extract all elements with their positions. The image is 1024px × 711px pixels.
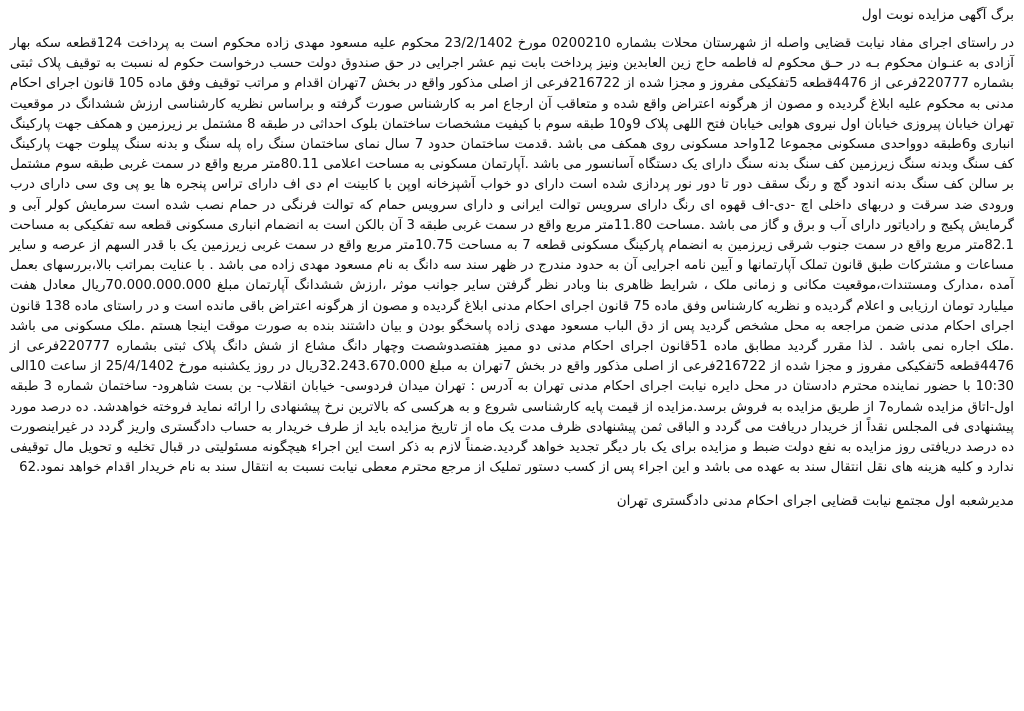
notice-title: برگ آگهی مزایده نوبت اول bbox=[861, 7, 1014, 23]
notice-signature: مدیرشعبه اول مجتمع نیابت قضایی اجرای احکام مدنی دادگستری تهران bbox=[616, 493, 1014, 510]
notice-body: در راستای اجرای مفاد نیابت قضایی واصله از شهرستان محلات بشماره 0200210 مورخ 23/2/1402 محکوم علیه مسعود مهدی زاده محکوم است به پرداخت 124قطعه سکه بهار آزادی به عنـوان محکوم بـه در حـق محکوم له فاطمه حاج زین العابدین ونیز پرداخت بابت نیم عشر اجرایی در حق صندوق دولت حسب درخواست حکوم له نسبت به توقیف پلاک ثبتی بشماره 220777فرعی از 4476قطعه 5تفکیکی مفروز و مجزا شده از 216722فرعی از اصلی مذکور واقع در بخش 7تهران اقدام و مراتب توقیف وفق ماده 105 قانون اجرای احکام مدنی به محکوم علیه ابلاغ گردیده و مصون از هرگونه اعتراض واقع شده و متعاقب آن ارجاع امر به کارشناس صورت گرفته و براساس نظریه کارشناسی ارزش ششدانگ در موقعیت تهران خیابان پیروزی خیابان اول نیروی هوایی خیابان فتح اللهی پلاک 9و10 طبقه سوم با کیفیت مشخصات ساختمان بلوک احداثی در طبقه 8 مشتمل بر زیرزمین و همکف جهت پارکینگ انباری و6طبقه دوواحدی مسکونی مجموعا 12واحد مسکونی روی همکف می باشد .قدمت ساختمان حدود 7 سال نمای ساختمان سنگ راه پله سنگ و بدنه سنگ پیلوت جهت پارکینگ کف سنگ وبدنه سنگ زیرزمین کف سنگ بدنه سنگ دارای یک دستگاه آسانسور می باشد .آپارتمان مسکونی به مساحت اعلامی 80.11متر مربع واقع در سمت غربی طبقه سوم مشتمل بر سالن کف سنگ بدنه اندود گچ و رنگ سقف دور تا دور نور پردازی شده است دارای دو خواب آشپزخانه اوپن با کابینت ام دی اف دارای تراس پنجره ها یو پی وی سی دارای درب ورودی ضد سرقت و دربهای داخلی اچ -دی-اف قهوه ای رنگ دارای سرویس توالت ایرانی و دارای سرویس حمام که توالت فرنگی در حمام نصب شده است سرمایش کولر آبی و گرمایش پکیج و رادیاتور دارای آب و برق و گاز می باشد .مساحت 11.80متر مربع واقع در سمت غربی طبقه 3 آن بالکن است به انضمام انباری مسکونی قطعه سه تفکیکی به مساحت 82.1متر مربع واقع در سمت جنوب شرقی زیرزمین به انضمام پارکینگ مسکونی قطعه 7 به مساحت 10.75متر مربع واقع در سمت غربی زیرزمین یک با قدر السهم از عرصه و سایر مساعات و مشترکات طبق قانون تملک آپارتمانها و آیین نامه اجرایی آن به حدود مندرج در ظهر سند سه دانگ به نام مسعود مهدی زاده می باشد . با عنایت بمراتب بالا،بررسهای بعمل آمده ،مدارک ومستندات،موقعیت مکانی و زمانی ملک ، شرایط ظاهری بنا وبادر نظر گرفتن سایر جوانب موثر ،ارزش ششدانگ آپارتمان مبلغ 70.000.000.000ریال معادل هفت میلیارد تومان ارزیابی و اعلام گردیده و نظریه کارشناس وفق ماده 75 قانون اجرای احکام مدنی ابلاغ گردیده و مصون از هرگونه اعتراض باقی مانده است و در راستای ماده 138 قانون اجرای احکام مدنی ضمن مراجعه به محل مشخص گردید پس از دق الباب مسعود مهدی زاده پاسخگو بودن و بیان داشتند بنده به صورت موقت اینجا هستم .ملک مسکونی می باشد .ملک اجاره نمی باشد . لذا مقرر گردید مطابق ماده 51قانون اجرای احکام مدنی دو ممیز هفتصدوشصت وچهار دانگ مشاع از شش دانگ پلاک ثبتی بشماره 220777فرعی از 4476قطعه 5تفکیکی مفروز و مجزا شده از 216722فرعی از اصلی مذکور واقع در بخش 7تهران به مبلغ 32.243.670.000ریال در روز یکشنبه مورخ 25/4/1402 از ساعت 10الی 10:30 با حضور نماینده محترم دادستان در محل دایره نیابت اجرای احکام مدنی تهران به آدرس : تهران میدان فردوسی- خیابان انقلاب- بن بست شاهرود- ساختمان شماره 3 طبقه اول-اتاق مزایده شماره7 از طریق مزایده به فروش برسد.مزایده از قیمت پایه کارشناسی شروع و به هرکسی که بالاترین نرخ پیشنهادی را ارائه نماید فروخته خواهدشد. ده درصد مورد پیشنهادی فی المجلس نقداً از خریدار دریافت می گردد و الباقی ثمن پیشنهادی ظرف مدت یک ماه از تاریخ مزایده باید از طرف خریدار به حساب دادگستری واریز گردد در غیراینصورت ده درصد دریافتی روز مزایده به نفع دولت ضبط و مزایده برای یک بار دیگر تجدید خواهد گردید.ضمناً لازم به ذکر است این اجراء هیچگونه مسئولیتی در قبال تخلیه و تحویل مال توقیفی ندارد و کلیه هزینه های نقل انتقال سند به عهده می باشد و این اجراء پس از کسب دستور تملیک از مرجع محترم معطی نیابت نسبت به انتقال سند به نام خریدار اقدام خواهد نمود.62 bbox=[10, 36, 1015, 476]
